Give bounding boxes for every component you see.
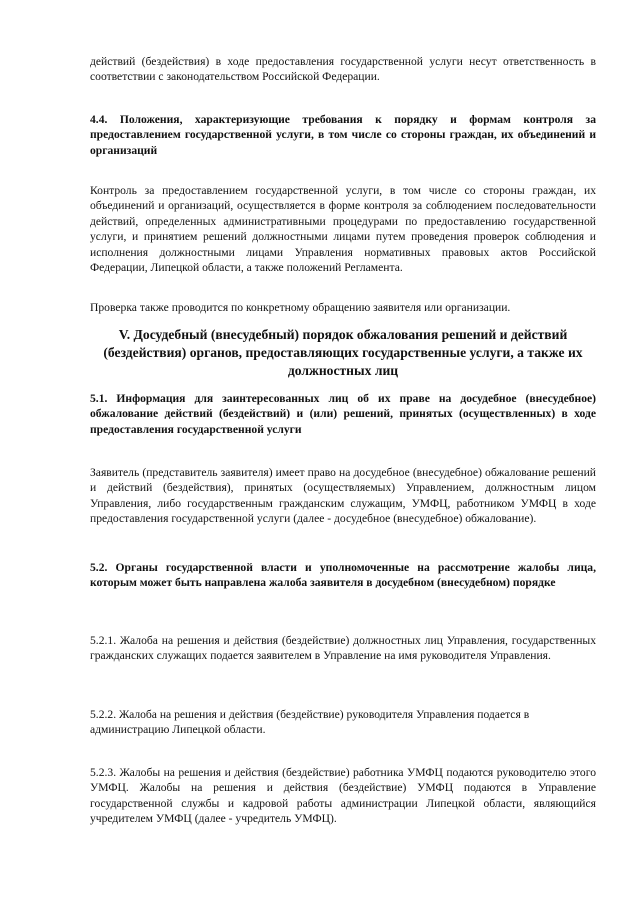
paragraph-5-2-2: 5.2.2. Жалоба на решения и действия (бездействие) руководителя Управления подается в администрацию Липецкой области. xyxy=(90,708,530,737)
heading-5-2: 5.2. Органы государственной власти и уполномоченные на рассмотрение жалобы лица, которым может быть направлена жалоба заявителя в досудебном (внесудебном) порядке xyxy=(90,561,596,590)
paragraph-applicant-right: Заявитель (представитель заявителя) имеет право на досудебное (внесудебное) обжалование решений и действий (бездействия), принятых (осуществляемых) Управлением, должностным лицом Управления, либо государственным гражданским служащим, УМФЦ, работником УМФЦ в ходе предоставления государственной услуги (далее - досудебное (внесудебное) обжалование). xyxy=(90,466,596,526)
heading-4-4: 4.4. Положения, характеризующие требования к порядку и формам контроля за предоставлением государственной услуги, в том числе со стороны граждан, их объединений и организаций xyxy=(90,113,596,157)
paragraph-5-2-1: 5.2.1. Жалоба на решения и действия (бездействие) должностных лиц Управления, государственных гражданских служащих подается заявителем в Управление на имя руководителя Управления. xyxy=(90,634,596,663)
heading-section-v: V. Досудебный (внесудебный) порядок обжалования решений и действий (бездействия) органов, предоставляющих государственные услуги, а также их должностных лиц xyxy=(103,327,583,378)
paragraph-check: Проверка также проводится по конкретному обращению заявителя или организации. xyxy=(90,301,511,314)
paragraph-liability: действий (бездействия) в ходе предоставления государственной услуги несут ответственность в соответствии с законодательством Российской Федерации. xyxy=(90,55,596,84)
heading-5-1: 5.1. Информация для заинтересованных лиц об их праве на досудебное (внесудебное) обжалование действий (бездействий) и (или) решений, принятых (осуществленных) в ходе предоставления государственной услуги xyxy=(90,392,596,436)
paragraph-control: Контроль за предоставлением государственной услуги, в том числе со стороны граждан, их объединений и организаций, осуществляется в форме контроля за соблюдением последовательности действий, определенных административными процедурами по предоставлению государственной услуги, и принятием решений должностными лицами путем проведения проверок соблюдения и исполнения должностными лицами Управления нормативных правовых актов Российской Федерации, Липецкой области, а также положений Регламента. xyxy=(90,184,596,275)
paragraph-5-2-3: 5.2.3. Жалобы на решения и действия (бездействие) работника УМФЦ подаются руководителю этого УМФЦ. Жалобы на решения и действия (бездействие) УМФЦ подаются в Управление государственной службы и кадровой работы администрации Липецкой области, являющийся учредителем УМФЦ (далее - учредитель УМФЦ). xyxy=(90,766,596,826)
